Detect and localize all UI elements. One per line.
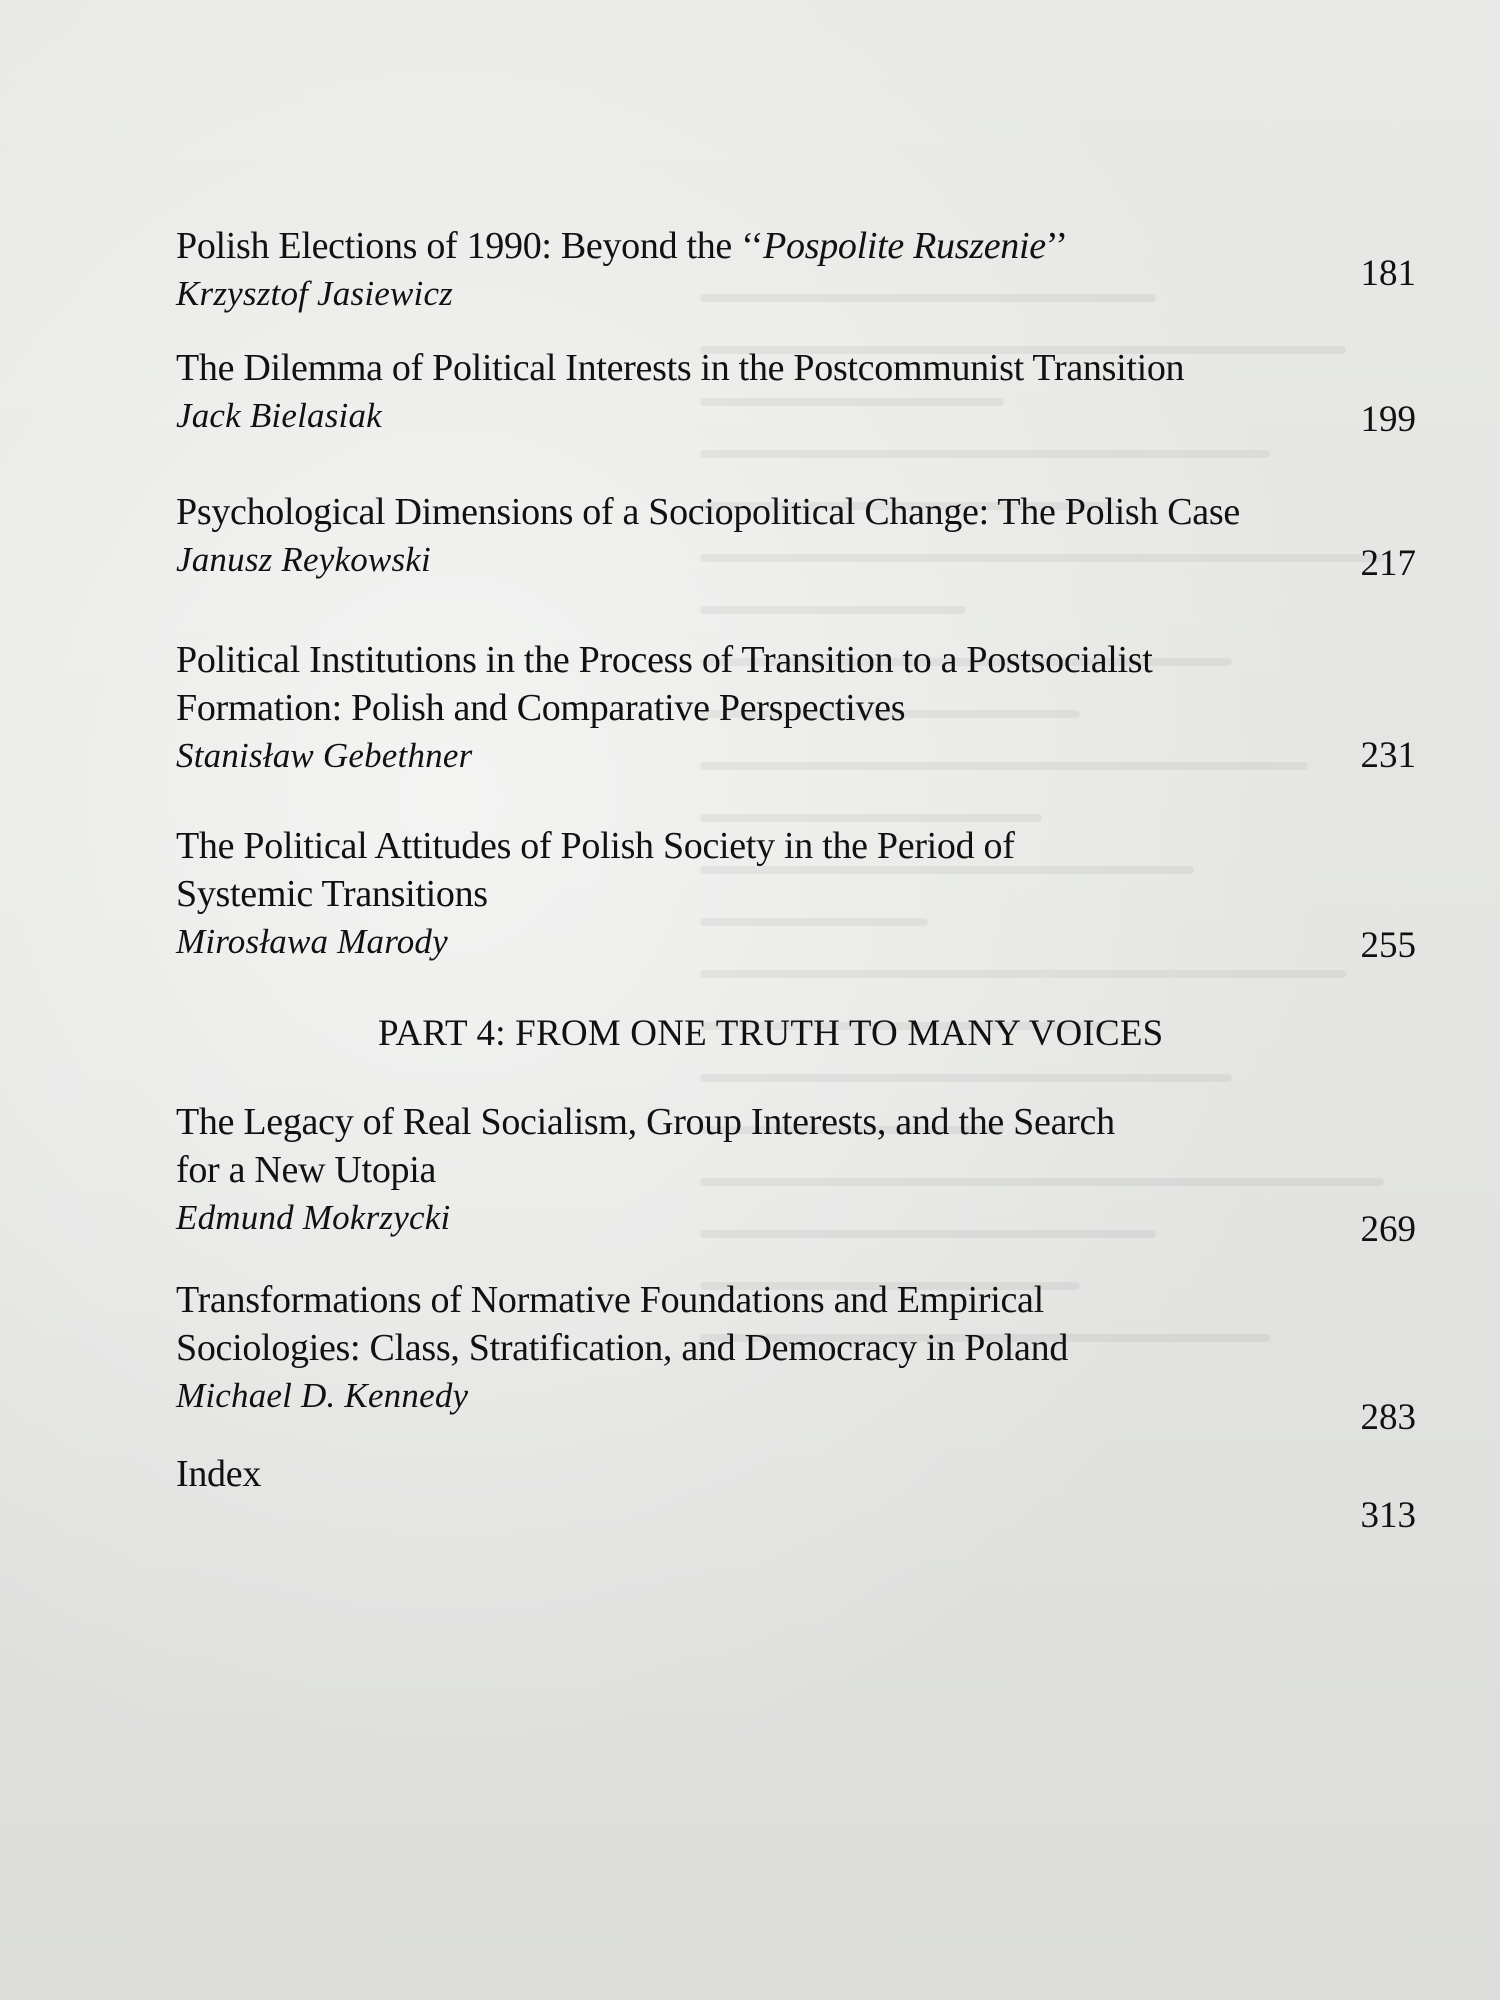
entry-page-number: 181 — [1360, 253, 1416, 294]
entry-title: Transformations of Normative Foundations and Empirical — [176, 1279, 1044, 1321]
toc-entry — [176, 488, 1416, 584]
toc-entry — [176, 222, 1416, 318]
entry-title: Sociologies: Class, Stratification, and Democracy in Poland — [176, 1327, 1069, 1369]
entry-title: Systemic Transitions — [176, 873, 488, 915]
entry-title: for a New Utopia — [176, 1149, 437, 1191]
entry-author: Janusz Reykowski — [176, 540, 431, 579]
toc-entry-index — [176, 1450, 1416, 1536]
entry-page-number: 217 — [1360, 543, 1416, 584]
entry-page-number: 283 — [1360, 1397, 1416, 1438]
entry-title: The Political Attitudes of Polish Society in the Period of — [176, 825, 1015, 867]
entry-page-number: 231 — [1360, 735, 1416, 776]
entry-page-number: 199 — [1360, 399, 1416, 440]
toc-entry — [176, 822, 1416, 966]
index-label: Index — [176, 1453, 262, 1495]
entry-author: Krzysztof Jasiewicz — [176, 274, 453, 313]
entry-title — [176, 222, 1416, 270]
toc-entry — [176, 344, 1416, 440]
entry-author: Edmund Mokrzycki — [176, 1198, 451, 1237]
toc-entry — [176, 636, 1416, 780]
entry-title-line: Polish Elections of 1990: Beyond the — [176, 225, 742, 267]
entry-page-number: 313 — [1360, 1495, 1416, 1536]
entry-page-number: 255 — [1360, 925, 1416, 966]
entry-author: Jack Bielasiak — [176, 396, 382, 435]
entry-title: The Dilemma of Political Interests in the Postcommunist Transition — [176, 347, 1185, 389]
entry-author: Mirosława Marody — [176, 922, 448, 961]
entry-title-italic — [741, 225, 1068, 267]
entry-author: Stanisław Gebethner — [176, 736, 473, 775]
entry-title: Formation: Polish and Comparative Perspectives — [176, 687, 906, 729]
entry-title: Psychological Dimensions of a Sociopolitical Change: The Polish Case — [176, 491, 1240, 533]
entry-page-number: 269 — [1360, 1209, 1416, 1250]
italic-term: Pospolite Ruszenie — [763, 225, 1046, 267]
close-quote: ’’ — [1045, 225, 1068, 267]
entry-author: Michael D. Kennedy — [176, 1376, 469, 1415]
part-heading: PART 4: FROM ONE TRUTH TO MANY VOICES — [378, 1013, 1164, 1054]
entry-title: The Legacy of Real Socialism, Group Interests, and the Search — [176, 1101, 1115, 1143]
open-quote: ‘‘ — [741, 225, 764, 267]
entry-title: Political Institutions in the Process of Transition to a Postsocialist — [176, 639, 1153, 681]
toc-entry — [176, 1098, 1416, 1250]
toc-entry — [176, 1276, 1416, 1438]
